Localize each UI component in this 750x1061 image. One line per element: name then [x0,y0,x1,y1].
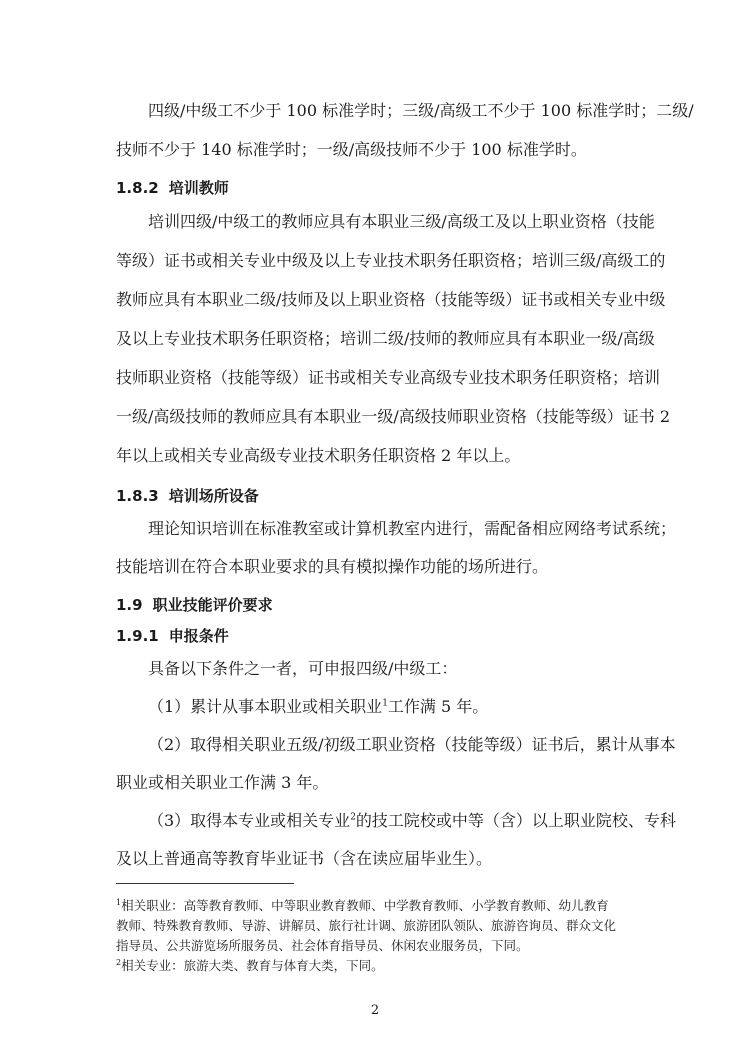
footnote-ref[interactable]: 2 [350,812,356,823]
condition-text: 工作满 5 年。 [387,697,489,716]
section-title: 培训场所设备 [168,487,259,505]
footnote-2 [116,958,384,974]
footnote-text: 相关职业：高等教育教师、中等职业教育教师、中学教育教师、小学教育教师、幼儿教育 [121,898,609,913]
paragraph-line: 具备以下条件之一者，可申报四级/中级工： [148,659,458,678]
section-number: 1.8.2 [116,179,159,197]
paragraph-line: 职业或相关职业工作满 3 年。 [116,773,329,792]
heading-1-9-1 [116,626,229,646]
section-number: 1.9.1 [116,627,159,645]
heading-1-8-2 [116,178,229,198]
paragraph-line: 教师应具有本职业二级/技师及以上职业资格（技能等级）证书或相关专业中级 [116,290,666,309]
footnote-mark: 1 [116,897,122,907]
footnote-1-line: 教师、特殊教育教师、导游、讲解员、旅行社计调、旅游团队领队、旅游咨询员、群众文化 [116,918,617,933]
footnote-text: 相关专业：旅游大类、教育与体育大类，下同。 [121,958,384,973]
condition-2: （2）取得相关职业五级/初级工职业资格（技能等级）证书后，累计从事本 [148,735,676,754]
condition-3 [148,811,676,831]
section-number: 1.8.3 [116,487,159,505]
footnote-1 [116,898,609,914]
section-title: 申报条件 [168,627,229,645]
page-number: 2 [370,1003,380,1018]
footnote-ref[interactable]: 1 [382,698,388,709]
paragraph-line: 四级/中级工不少于 100 标准学时；三级/高级工不少于 100 标准学时；二级/ [148,101,694,120]
section-title: 培训教师 [168,179,229,197]
paragraph-line: 理论知识培训在标准教室或计算机教室内进行，需配备相应网络考试系统； [148,519,677,538]
paragraph-line: 技能培训在符合本职业要求的具有模拟操作功能的场所进行。 [116,557,549,576]
paragraph-line: 及以上专业技术职务任职资格；培训二级/技师的教师应具有本职业一级/高级 [116,329,655,348]
paragraph-line: 技师不少于 140 标准学时；一级/高级技师不少于 100 标准学时。 [116,140,587,159]
section-title: 职业技能评价要求 [152,596,273,614]
paragraph-line: 培训四级/中级工的教师应具有本职业三级/高级工及以上职业资格（技能 [148,212,655,231]
paragraph-line: 等级）证书或相关专业中级及以上专业技术职务任职资格；培训三级/高级工的 [116,251,666,270]
paragraph-line: 技师职业资格（技能等级）证书或相关专业高级专业技术职务任职资格；培训 [116,368,661,387]
condition-text: （3）取得本专业或相关专业 [148,811,351,830]
paragraph-line: 及以上普通高等教育毕业证书（含在读应届毕业生）。 [116,849,493,868]
paragraph-line: 一级/高级技师的教师应具有本职业一级/高级技师职业资格（技能等级）证书 2 [116,407,671,426]
footnote-1-line: 指导员、公共游览场所服务员、社会体育指导员、休闲农业服务员，下同。 [116,938,529,953]
section-number: 1.9 [116,596,143,614]
condition-1 [148,697,488,717]
condition-text: （1）累计从事本职业或相关职业 [148,697,383,716]
heading-1-8-3 [116,486,259,506]
paragraph-line: 年以上或相关专业高级专业技术职务任职资格 2 年以上。 [116,446,521,465]
heading-1-9 [116,595,273,615]
condition-text: 的技工院校或中等（含）以上职业院校、专科 [355,811,676,830]
footnote-divider [116,883,294,884]
footnote-mark: 2 [116,957,122,967]
